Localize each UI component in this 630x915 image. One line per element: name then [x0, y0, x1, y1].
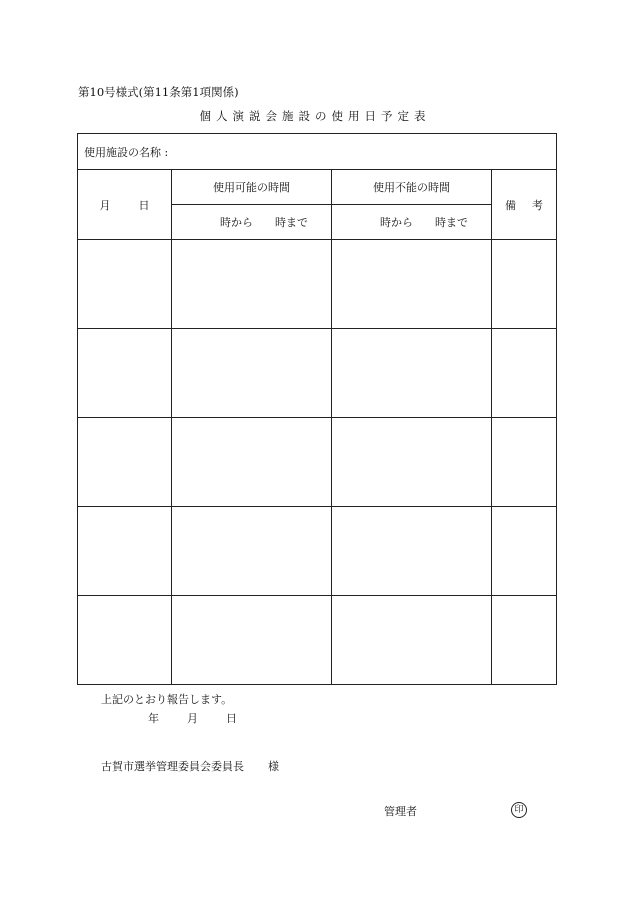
month-day-header — [78, 170, 172, 240]
unavailable-time-cell[interactable] — [332, 329, 492, 418]
available-time-cell[interactable] — [172, 240, 332, 329]
month-day-cell[interactable] — [78, 329, 172, 418]
remarks-cell[interactable] — [492, 240, 557, 329]
date-line — [148, 713, 237, 724]
unavailable-time-header: 使用不能の時間 — [332, 170, 492, 205]
remarks-cell[interactable] — [492, 596, 557, 685]
month-day-cell[interactable] — [78, 596, 172, 685]
table-row — [78, 240, 557, 329]
facility-name-label: 使用施設の名称 : — [78, 134, 557, 170]
year-label: 年 — [148, 712, 159, 725]
time-to-label: 時まで — [275, 216, 308, 229]
available-time-cell[interactable] — [172, 507, 332, 596]
remarks-cell[interactable] — [492, 329, 557, 418]
available-time-range — [172, 205, 332, 240]
addressee-name: 古賀市選挙管理委員会委員長 — [101, 760, 244, 773]
remarks-header — [492, 170, 557, 240]
unavailable-time-cell[interactable] — [332, 418, 492, 507]
form-number: 第10号様式(第11条第1項関係) — [78, 85, 239, 99]
day-label: 日 — [138, 198, 150, 212]
month-day-cell[interactable] — [78, 507, 172, 596]
month-day-cell[interactable] — [78, 240, 172, 329]
remarks-cell[interactable] — [492, 418, 557, 507]
time-from-label: 時から — [220, 216, 253, 229]
available-time-header: 使用可能の時間 — [172, 170, 332, 205]
month-label: 月 — [187, 712, 198, 725]
table-row — [78, 329, 557, 418]
remarks-label-a: 備 — [505, 198, 516, 212]
remarks-cell[interactable] — [492, 507, 557, 596]
month-day-cell[interactable] — [78, 418, 172, 507]
day-label: 日 — [226, 712, 237, 725]
honorific: 様 — [268, 760, 279, 773]
table-row — [78, 507, 557, 596]
unavailable-time-cell[interactable] — [332, 240, 492, 329]
unavailable-time-range — [332, 205, 492, 240]
remarks-label-b: 考 — [532, 198, 543, 212]
document-title: 個人演説会施設の使用日予定表 — [199, 109, 431, 123]
manager-label: 管理者 — [384, 805, 417, 818]
unavailable-time-cell[interactable] — [332, 596, 492, 685]
time-from-label: 時から — [380, 216, 413, 229]
addressee — [101, 761, 279, 772]
header-row — [78, 170, 557, 205]
schedule-table — [77, 133, 557, 685]
time-to-label: 時まで — [435, 216, 468, 229]
table-row — [78, 418, 557, 507]
facility-row — [78, 134, 557, 170]
available-time-cell[interactable] — [172, 596, 332, 685]
report-text: 上記のとおり報告します。 — [101, 693, 233, 706]
seal-icon: 印 — [511, 802, 527, 818]
month-label: 月 — [99, 198, 111, 212]
available-time-cell[interactable] — [172, 418, 332, 507]
available-time-cell[interactable] — [172, 329, 332, 418]
unavailable-time-cell[interactable] — [332, 507, 492, 596]
table-row — [78, 596, 557, 685]
